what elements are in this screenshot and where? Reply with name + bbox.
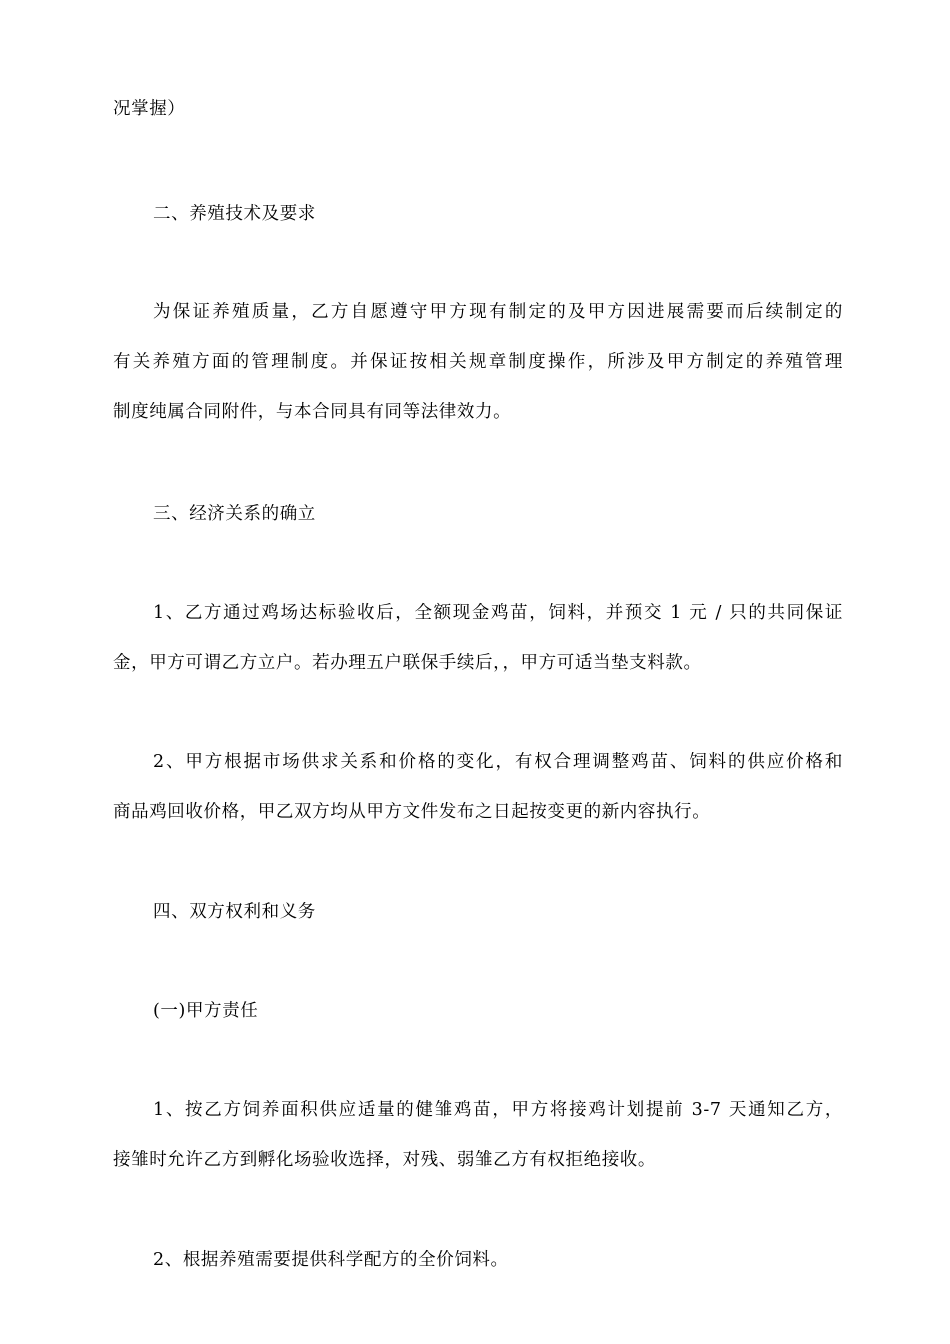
- continuation-text: 况掌握）: [113, 99, 186, 119]
- paragraph-line: 2、甲方根据市场供求关系和价格的变化，有权合理调整鸡苗、饲料的供应价格和: [153, 752, 843, 772]
- paragraph-line: 接雏时允许乙方到孵化场验收选择，对残、弱雏乙方有权拒绝接收。: [113, 1150, 656, 1170]
- paragraph-line: 2、根据养殖需要提供科学配方的全价饲料。: [153, 1250, 509, 1270]
- section-heading-2: 二、养殖技术及要求: [153, 204, 316, 224]
- section-heading-3: 三、经济关系的确立: [153, 504, 316, 524]
- paragraph-line: 为保证养殖质量，乙方自愿遵守甲方现有制定的及甲方因进展需要而后续制定的: [153, 302, 843, 322]
- paragraph-line: 1、乙方通过鸡场达标验收后，全额现金鸡苗，饲料，并预交 1 元 / 只的共同保证: [153, 603, 843, 623]
- subsection-heading: (一)甲方责任: [153, 1001, 259, 1021]
- paragraph-line: 1、按乙方饲养面积供应适量的健雏鸡苗，甲方将接鸡计划提前 3-7 天通知乙方，: [153, 1100, 843, 1120]
- paragraph-line: 有关养殖方面的管理制度。并保证按相关规章制度操作，所涉及甲方制定的养殖管理: [113, 352, 843, 372]
- paragraph-line: 金，甲方可谓乙方立户。若办理五户联保手续后，，甲方可适当垫支料款。: [113, 653, 702, 673]
- paragraph-line: 商品鸡回收价格，甲乙双方均从甲方文件发布之日起按变更的新内容执行。: [113, 802, 711, 822]
- paragraph-line: 制度纯属合同附件，与本合同具有同等法律效力。: [113, 402, 512, 422]
- section-heading-4: 四、双方权利和义务: [153, 902, 316, 922]
